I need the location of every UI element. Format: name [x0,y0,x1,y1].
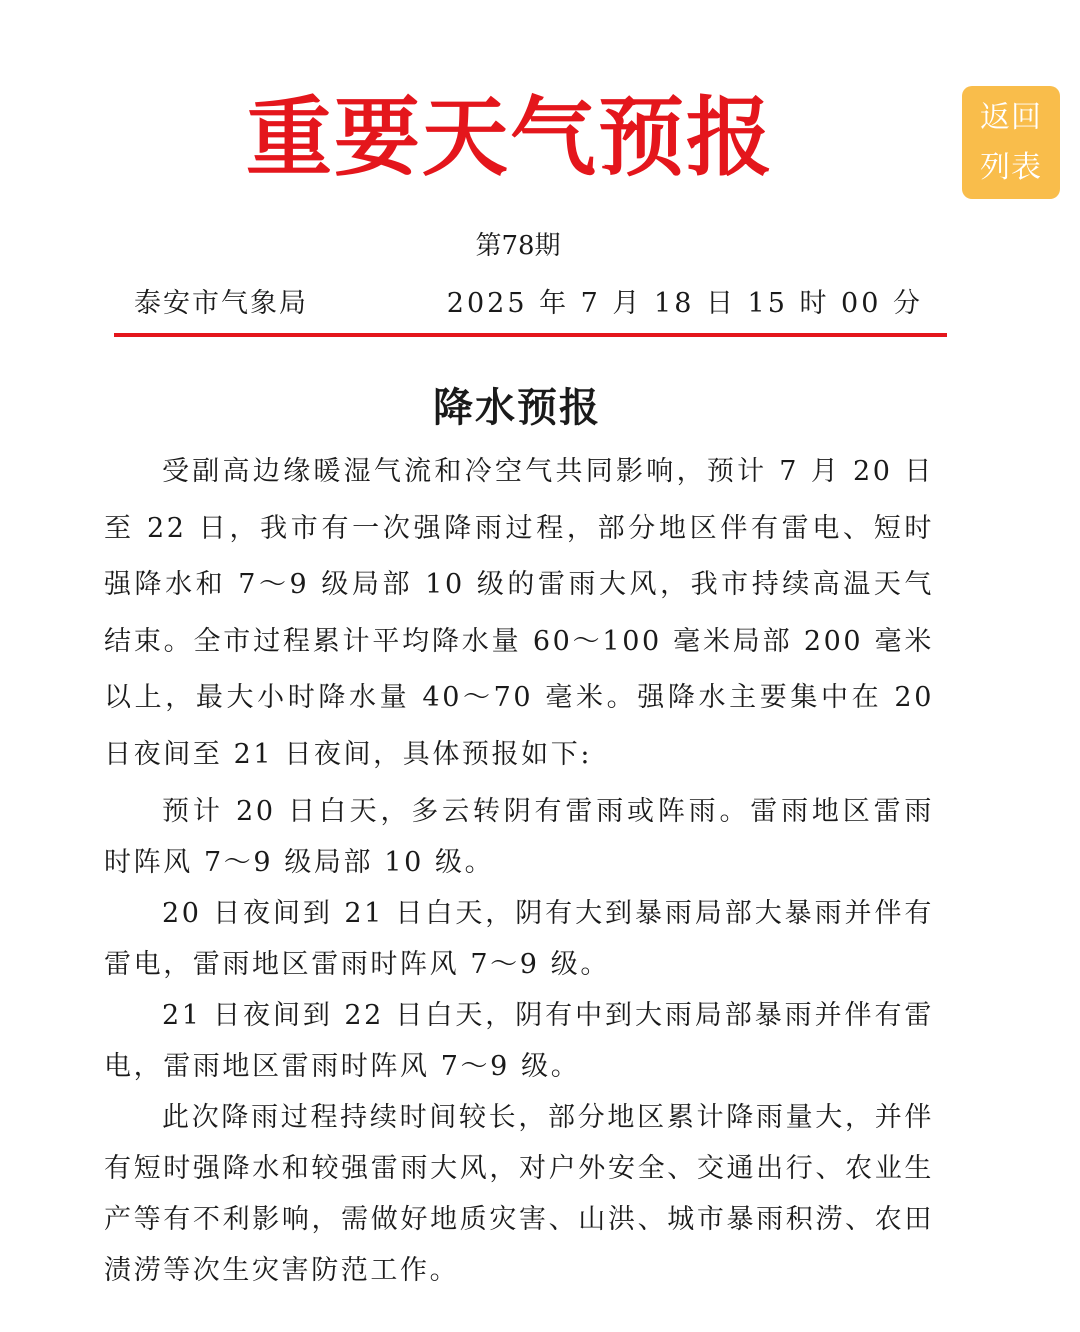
issue-number: 第78期 [475,231,561,261]
forecast-body [104,444,934,1296]
intro-paragraph: 受副高边缘暖湿气流和冷空气共同影响，预计 7 月 20 日至 22 日，我市有一次强降雨过程，部分地区伴有雷电、短时强降水和 7～9 级局部 10 级的雷雨大风，我市持续高温天气结束。全市过程累计平均降水量 60～100 毫米局部 200 毫米以上，最大小时降水量 40～70 毫米。强降水主要集中在 20 日夜间至 21 日夜间，具体预报如下: [104,456,934,770]
forecast-day20-paragraph: 预计 20 日白天，多云转阴有雷雨或阵雨。雷雨地区雷雨时阵风 7～9 级局部 10 级。 [104,796,934,878]
back-to-list-button[interactable] [962,86,1060,199]
issuing-organization: 泰安市气象局 [134,288,308,319]
issue-datetime: 2025 年 7 月 18 日 15 时 00 分 [446,288,923,319]
back-button-label-line2: 列表 [980,149,1042,185]
document-title: 重要天气预报 [246,87,774,188]
forecast-night20-paragraph: 20 日夜间到 21 日白天，阴有大到暴雨局部大暴雨并伴有雷电，雷雨地区雷雨时阵风 7～9 级。 [104,898,934,980]
section-title: 降水预报 [433,384,601,431]
back-button-label-line1: 返回 [980,99,1042,135]
closing-paragraph: 此次降雨过程持续时间较长，部分地区累计降雨量大，并伴有短时强降水和较强雷雨大风，对户外安全、交通出行、农业生产等有不利影响，需做好地质灾害、山洪、城市暴雨积涝、农田渍涝等次生灾害防范工作。 [104,1102,934,1286]
forecast-night21-paragraph: 21 日夜间到 22 日白天，阴有中到大雨局部暴雨并伴有雷电，雷雨地区雷雨时阵风 7～9 级。 [104,1000,934,1082]
header-divider [114,333,947,337]
